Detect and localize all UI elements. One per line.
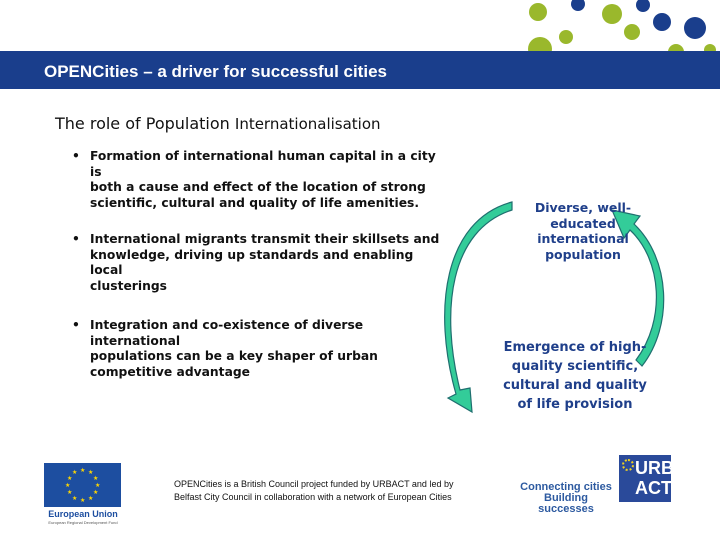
svg-text:★: ★ [93, 489, 99, 496]
bullet-line: both a cause and effect of the location of strong [90, 180, 426, 194]
bullet-line: knowledge, driving up standards and enabling local [90, 247, 414, 277]
cycle-top-line: population [545, 246, 621, 262]
bullet-dot: • [72, 232, 80, 246]
urbact-logo [619, 455, 674, 502]
urbact-line-2: ACT [635, 478, 672, 498]
bullet-line: populations can be a key shaper of urban [90, 349, 378, 363]
footer-note [174, 478, 504, 504]
slide-title: OPENCities – a driver for successful cities [44, 62, 387, 81]
connecting-cities-logo [520, 482, 612, 515]
svg-text:★: ★ [88, 495, 94, 502]
cycle-bottom-line: cultural and quality [503, 378, 647, 393]
bullet-line: scientific, cultural and quality of life amenities. [90, 195, 420, 210]
bullet-line: Formation of international human capital in a city is [90, 149, 436, 179]
svg-text:★: ★ [65, 482, 71, 489]
bullet-line: Integration and co-existence of diverse international [90, 318, 364, 348]
footer-line: OPENCities is a British Council project funded by URBACT and led by [174, 479, 454, 489]
svg-text:★: ★ [72, 469, 78, 476]
urbact-line-1: URB [635, 458, 674, 478]
svg-text:★: ★ [93, 475, 99, 482]
bullet-item-2 [72, 232, 447, 294]
cycle-bottom-line: quality scientific, [511, 359, 639, 374]
svg-text:★: ★ [80, 467, 86, 474]
cycle-top-line: international [537, 231, 629, 246]
cycle-bottom-text [500, 338, 650, 414]
eu-flag-logo [44, 463, 121, 507]
svg-text:★: ★ [72, 495, 78, 502]
cycle-bottom-line: Emergence of high- [503, 340, 647, 355]
bullet-item-1 [72, 149, 447, 211]
subtitle-part-2: Internationalisation [234, 115, 381, 133]
bullet-line: International migrants transmit their skillsets and [90, 232, 440, 246]
svg-text:★: ★ [95, 482, 101, 489]
connecting-line: Connecting cities [520, 481, 612, 493]
cycle-bottom-line: of life provision [517, 397, 633, 412]
section-subtitle [55, 114, 381, 133]
footer-line: Belfast City Council in collaboration with a network of European Cities [174, 492, 452, 502]
bullet-line: clusterings [90, 278, 167, 293]
bullet-line: competitive advantage [90, 364, 251, 379]
eu-subtitle: European Regional Development Fund [48, 520, 118, 525]
subtitle-part-1: The role of Population [55, 114, 235, 133]
cycle-top-text [518, 200, 648, 262]
star-ring-icon [622, 459, 634, 471]
bullet-dot: • [72, 149, 80, 163]
svg-text:★: ★ [67, 475, 73, 482]
connecting-line: Building successes [538, 492, 594, 515]
cycle-top-line: educated [550, 215, 616, 231]
eu-name: European Union [48, 509, 118, 519]
svg-text:★: ★ [67, 489, 73, 496]
svg-text:★: ★ [88, 469, 94, 476]
svg-text:★: ★ [80, 497, 86, 504]
bullet-dot: • [72, 318, 80, 332]
eu-stars-icon [44, 463, 121, 507]
bullet-item-3 [72, 318, 447, 380]
cycle-top-line: Diverse, well- [534, 200, 632, 215]
